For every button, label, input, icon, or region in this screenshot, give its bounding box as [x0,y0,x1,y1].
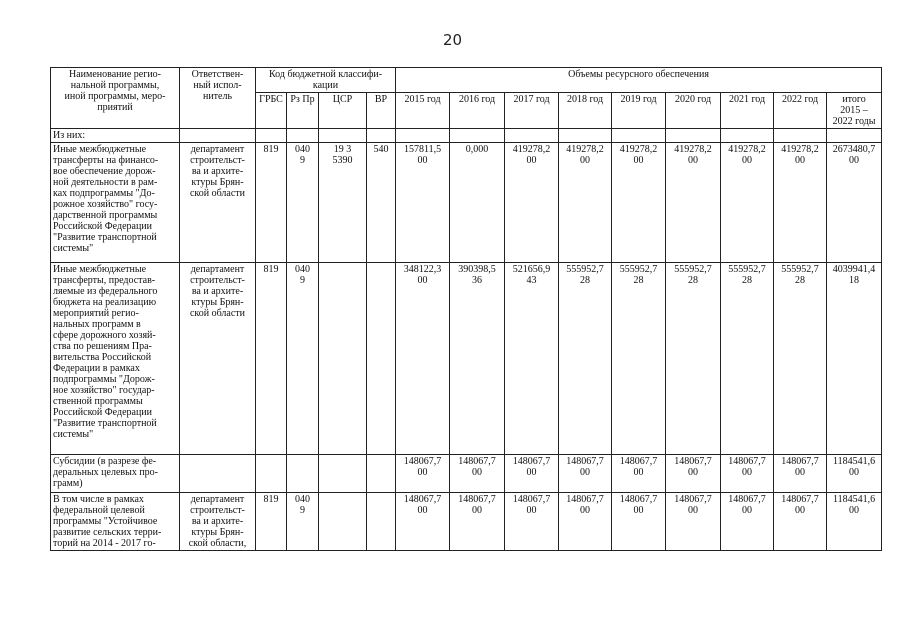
row-name-cell: Иные межбюджетные трансферты на финансо- вое обеспечение дорож- ной деятельности в рам- ках подпрограммы "До- рожное хозяйство" госу- дарственной программы Российской Федерации "Развитие транспортной системы" [51,143,180,263]
row-year-value-cell: 148067,7 00 [396,455,450,493]
row-year-value-cell: 148067,7 00 [559,455,612,493]
row-year-value-cell: 555952,7 28 [666,263,721,455]
row-year-value-cell: 148067,7 00 [774,455,827,493]
row-total-cell: 4039941,4 18 [827,263,882,455]
row-name-cell: Иные межбюджетные трансферты, предостав- ляемые из федерального бюджета на реализацию мероприятий регио- нальных программ в сфере дорожного хозяй- ства по решениям Пра- вительства Российской Федерации в рамках подпрограммы "Дорож- ное хозяйство" государ- ственной программы Российской Федерации "Развитие транспортной системы" [51,263,180,455]
row-year-value-cell: 555952,7 28 [612,263,666,455]
page-number: 20 [442,31,463,49]
row-year-value-cell: 148067,7 00 [396,493,450,551]
header-budget-code: Код бюджетной классифи- кации [256,68,396,93]
row-name-cell: Субсидии (в разрезе фе- деральных целевых про- грамм) [51,455,180,493]
row-year-value-cell [505,129,559,143]
header-year: 2015 год [396,93,450,129]
row-rzpr-cell: 040 9 [287,143,319,263]
row-year-value-cell: 419278,2 00 [612,143,666,263]
row-year-value-cell: 148067,7 00 [612,455,666,493]
row-year-value-cell: 157811,5 00 [396,143,450,263]
row-year-value-cell: 148067,7 00 [559,493,612,551]
row-csr-cell: 19 3 5390 [319,143,367,263]
header-grbs: ГРБС [256,93,287,129]
row-vr-cell [367,129,396,143]
row-year-value-cell [774,129,827,143]
row-vr-cell [367,263,396,455]
row-total-cell: 1184541,6 00 [827,455,882,493]
header-year: 2021 год [721,93,774,129]
header-year: 2020 год [666,93,721,129]
row-responsible-cell: департамент строительст- ва и архите- ктуры Брян- ской области, [180,493,256,551]
row-name-cell: Из них: [51,129,180,143]
row-year-value-cell [721,129,774,143]
row-year-value-cell: 555952,7 28 [774,263,827,455]
row-year-value-cell: 555952,7 28 [721,263,774,455]
header-year: 2016 год [450,93,505,129]
row-year-value-cell [450,129,505,143]
row-grbs-cell: 819 [256,493,287,551]
row-year-value-cell: 148067,7 00 [666,493,721,551]
row-year-value-cell: 348122,3 00 [396,263,450,455]
table-row [51,263,882,455]
header-year: 2017 год [505,93,559,129]
header-csr: ЦСР [319,93,367,129]
row-year-value-cell: 148067,7 00 [721,493,774,551]
row-csr-cell [319,129,367,143]
row-year-value-cell: 148067,7 00 [612,493,666,551]
row-vr-cell [367,493,396,551]
row-year-value-cell: 148067,7 00 [450,493,505,551]
row-name-cell: В том числе в рамках федеральной целевой программы "Устойчивое развитие сельских терри- торий на 2014 - 2017 го- [51,493,180,551]
row-vr-cell: 540 [367,143,396,263]
table-row [51,455,882,493]
table-row [51,129,882,143]
table-row [51,493,882,551]
row-grbs-cell [256,129,287,143]
header-rzpr: Рз Пр [287,93,319,129]
header-year: 2018 год [559,93,612,129]
row-responsible-cell: департамент строительст- ва и архите- ктуры Брян- ской области [180,143,256,263]
row-grbs-cell: 819 [256,263,287,455]
row-year-value-cell: 521656,9 43 [505,263,559,455]
row-year-value-cell: 148067,7 00 [774,493,827,551]
header-resources: Объемы ресурсного обеспечения [396,68,882,93]
row-csr-cell [319,263,367,455]
row-year-value-cell: 419278,2 00 [774,143,827,263]
row-year-value-cell: 148067,7 00 [505,493,559,551]
row-rzpr-cell: 040 9 [287,493,319,551]
row-year-value-cell: 419278,2 00 [721,143,774,263]
header-vr: ВР [367,93,396,129]
resource-table [50,67,882,551]
row-year-value-cell [396,129,450,143]
table-row [51,143,882,263]
header-total: итого 2015 – 2022 годы [827,93,882,129]
row-responsible-cell [180,455,256,493]
row-csr-cell [319,493,367,551]
row-rzpr-cell: 040 9 [287,263,319,455]
header-name: Наименование регио- нальной программы, иной программы, меро- приятий [51,68,180,129]
row-year-value-cell [612,129,666,143]
header-year: 2022 год [774,93,827,129]
row-responsible-cell [180,129,256,143]
row-vr-cell [367,455,396,493]
row-year-value-cell: 390398,5 36 [450,263,505,455]
row-year-value-cell: 0,000 [450,143,505,263]
row-total-cell: 1184541,6 00 [827,493,882,551]
row-year-value-cell: 555952,7 28 [559,263,612,455]
row-total-cell [827,129,882,143]
row-year-value-cell: 148067,7 00 [450,455,505,493]
row-rzpr-cell [287,129,319,143]
row-year-value-cell: 419278,2 00 [505,143,559,263]
row-year-value-cell: 148067,7 00 [666,455,721,493]
header-row-1 [51,68,882,93]
header-responsible: Ответствен- ный испол- нитель [180,68,256,129]
header-year: 2019 год [612,93,666,129]
row-year-value-cell: 148067,7 00 [721,455,774,493]
row-year-value-cell [666,129,721,143]
row-total-cell: 2673480,7 00 [827,143,882,263]
row-year-value-cell [559,129,612,143]
row-grbs-cell: 819 [256,143,287,263]
row-year-value-cell: 419278,2 00 [559,143,612,263]
row-csr-cell [319,455,367,493]
row-grbs-cell [256,455,287,493]
row-rzpr-cell [287,455,319,493]
row-year-value-cell: 419278,2 00 [666,143,721,263]
row-responsible-cell: департамент строительст- ва и архите- ктуры Брян- ской области [180,263,256,455]
row-year-value-cell: 148067,7 00 [505,455,559,493]
